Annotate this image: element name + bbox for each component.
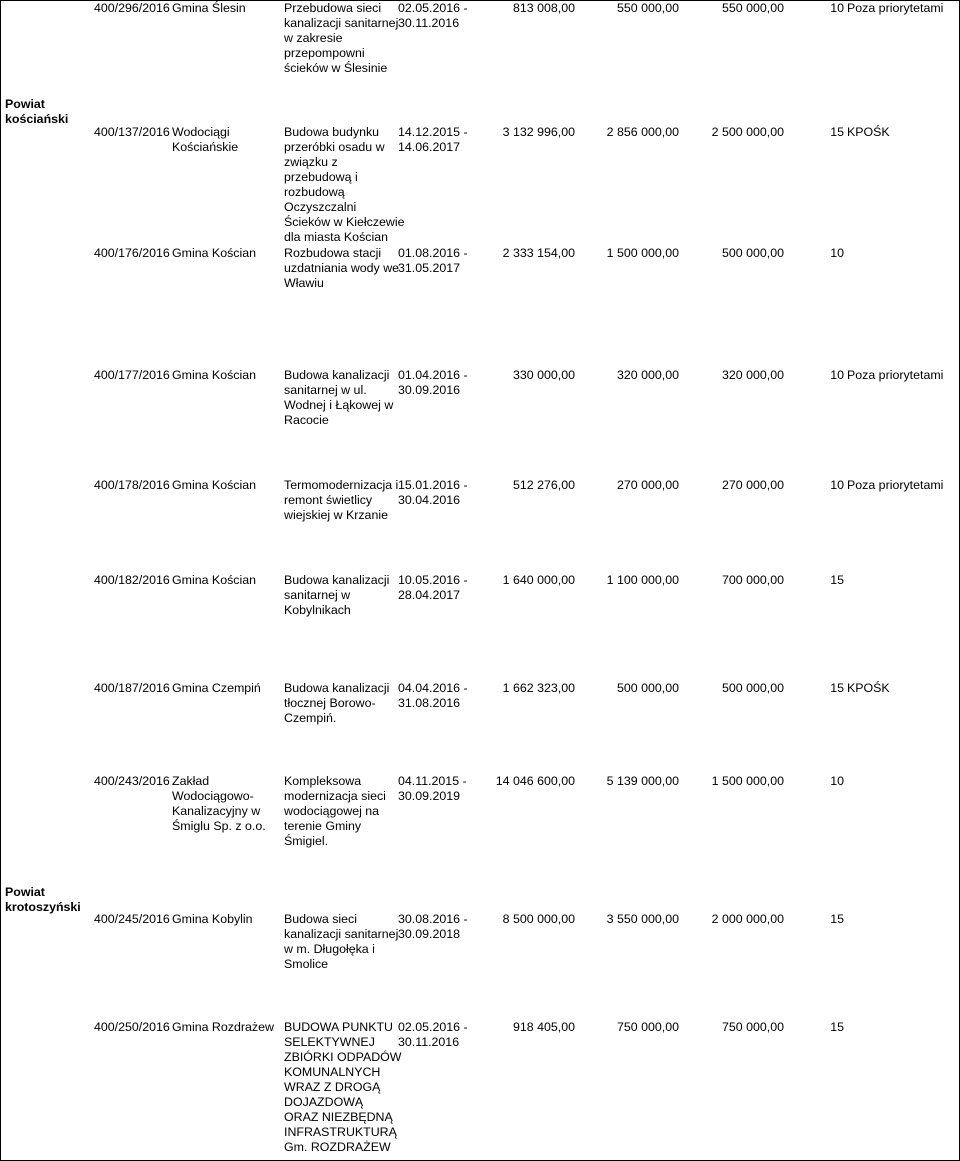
eligible-cost: 5 139 000,00: [606, 774, 679, 788]
project-number: 400/296/2016: [94, 1, 170, 15]
eligible-cost: 1 100 000,00: [606, 573, 679, 587]
points: 10: [830, 1, 844, 15]
total-cost: 1 662 323,00: [502, 681, 575, 695]
total-cost: 918 405,00: [512, 1020, 575, 1034]
note: Poza priorytetami: [847, 1, 944, 15]
note: Poza priorytetami: [847, 368, 944, 382]
project-title: Kompleksowa modernizacja sieci wodociągowej na terenie Gminy Śmigiel.: [284, 774, 386, 848]
period: 10.05.2016 - 28.04.2017: [398, 573, 468, 602]
applicant: Wodociągi Kościańskie: [172, 125, 239, 154]
eligible-cost: 3 550 000,00: [606, 912, 679, 926]
project-title: Budowa budynku przeróbki osadu w związku z przebudową i rozbudową Oczyszczalni Ścieków w Kiełczewie dla miasta Kościan: [284, 125, 405, 244]
total-cost: 512 276,00: [512, 478, 575, 492]
group-heading: Powiat krotoszyński: [5, 885, 81, 914]
project-number: 400/182/2016: [94, 573, 170, 587]
grant-amount: 750 000,00: [721, 1020, 784, 1034]
grant-amount: 550 000,00: [721, 1, 784, 15]
grant-amount: 500 000,00: [721, 246, 784, 260]
grant-amount: 270 000,00: [721, 478, 784, 492]
project-title: Budowa kanalizacji tłocznej Borowo- Czempiń.: [284, 681, 390, 725]
period: 14.12.2015 - 14.06.2017: [398, 125, 468, 154]
project-title: Budowa kanalizacji sanitarnej w ul. Wodnej i Łąkowej w Racocie: [284, 368, 394, 427]
project-number: 400/176/2016: [94, 246, 170, 260]
points: 15: [830, 125, 844, 139]
eligible-cost: 550 000,00: [616, 1, 679, 15]
applicant: Gmina Rozdrażew: [172, 1020, 274, 1034]
grant-amount: 2 500 000,00: [711, 125, 784, 139]
eligible-cost: 500 000,00: [616, 681, 679, 695]
project-number: 400/250/2016: [94, 1020, 170, 1034]
total-cost: 330 000,00: [512, 368, 575, 382]
grant-amount: 320 000,00: [721, 368, 784, 382]
project-title: Przebudowa sieci kanalizacji sanitarnej w zakresie przepompowni ścieków w Ślesinie: [284, 1, 399, 75]
points: 10: [830, 774, 844, 788]
eligible-cost: 1 500 000,00: [606, 246, 679, 260]
applicant: Gmina Kościan: [172, 573, 257, 587]
project-title: BUDOWA PUNKTU SELEKTYWNEJ ZBIÓRKI ODPADÓW KOMUNALNYCH WRAZ Z DROGĄ DOJAZDOWĄ ORAZ NIEZBĘDNĄ INFRASTRUKTURĄ Gm. ROZDRAŻEW: [284, 1020, 402, 1154]
period: 15.01.2016 - 30.04.2016: [398, 478, 468, 507]
points: 10: [830, 246, 844, 260]
project-title: Termomodernizacja i remont świetlicy wiejskiej w Krzanie: [284, 478, 399, 522]
group-heading: Powiat kościański: [5, 97, 69, 126]
period: 04.11.2015 - 30.09.2019: [398, 774, 467, 803]
eligible-cost: 2 856 000,00: [606, 125, 679, 139]
applicant: Gmina Kościan: [172, 246, 257, 260]
applicant: Gmina Ślesin: [172, 1, 246, 15]
eligible-cost: 750 000,00: [616, 1020, 679, 1034]
note: KPOŚK: [847, 125, 890, 139]
points: 15: [830, 912, 844, 926]
project-title: Budowa kanalizacji sanitarnej w Kobylnikach: [284, 573, 390, 617]
applicant: Gmina Kościan: [172, 368, 257, 382]
total-cost: 2 333 154,00: [502, 246, 575, 260]
total-cost: 813 008,00: [512, 1, 575, 15]
points: 15: [830, 573, 844, 587]
points: 10: [830, 478, 844, 492]
note: KPOŚK: [847, 681, 890, 695]
total-cost: 3 132 996,00: [502, 125, 575, 139]
project-title: Rozbudowa stacji uzdatniania wody we Wławiu: [284, 246, 400, 290]
total-cost: 1 640 000,00: [502, 573, 575, 587]
grant-amount: 1 500 000,00: [711, 774, 784, 788]
period: 30.08.2016 - 30.09.2018: [398, 912, 468, 941]
points: 10: [830, 368, 844, 382]
period: 02.05.2016 - 30.11.2016: [398, 1020, 468, 1049]
eligible-cost: 320 000,00: [616, 368, 679, 382]
grant-amount: 700 000,00: [721, 573, 784, 587]
period: 02.05.2016 - 30.11.2016: [398, 1, 468, 30]
project-number: 400/245/2016: [94, 912, 170, 926]
applicant: Gmina Kobylin: [172, 912, 253, 926]
period: 01.08.2016 - 31.05.2017: [398, 246, 468, 275]
applicant: Gmina Kościan: [172, 478, 257, 492]
project-number: 400/243/2016: [94, 774, 170, 788]
points: 15: [830, 681, 844, 695]
project-number: 400/177/2016: [94, 368, 170, 382]
note: Poza priorytetami: [847, 478, 944, 492]
applicant: Zakład Wodociągowo- Kanalizacyjny w Śmiglu Sp. z o.o.: [172, 774, 266, 833]
total-cost: 14 046 600,00: [495, 774, 575, 788]
period: 04.04.2016 - 31.08.2016: [398, 681, 468, 710]
project-number: 400/137/2016: [94, 125, 170, 139]
applicant: Gmina Czempiń: [172, 681, 261, 695]
project-number: 400/187/2016: [94, 681, 170, 695]
grant-amount: 500 000,00: [721, 681, 784, 695]
period: 01.04.2016 - 30.09.2016: [398, 368, 468, 397]
project-number: 400/178/2016: [94, 478, 170, 492]
eligible-cost: 270 000,00: [616, 478, 679, 492]
total-cost: 8 500 000,00: [502, 912, 575, 926]
project-title: Budowa sieci kanalizacji sanitarnej w m. Długołęka i Smolice: [284, 912, 399, 971]
points: 15: [830, 1020, 844, 1034]
grant-amount: 2 000 000,00: [711, 912, 784, 926]
